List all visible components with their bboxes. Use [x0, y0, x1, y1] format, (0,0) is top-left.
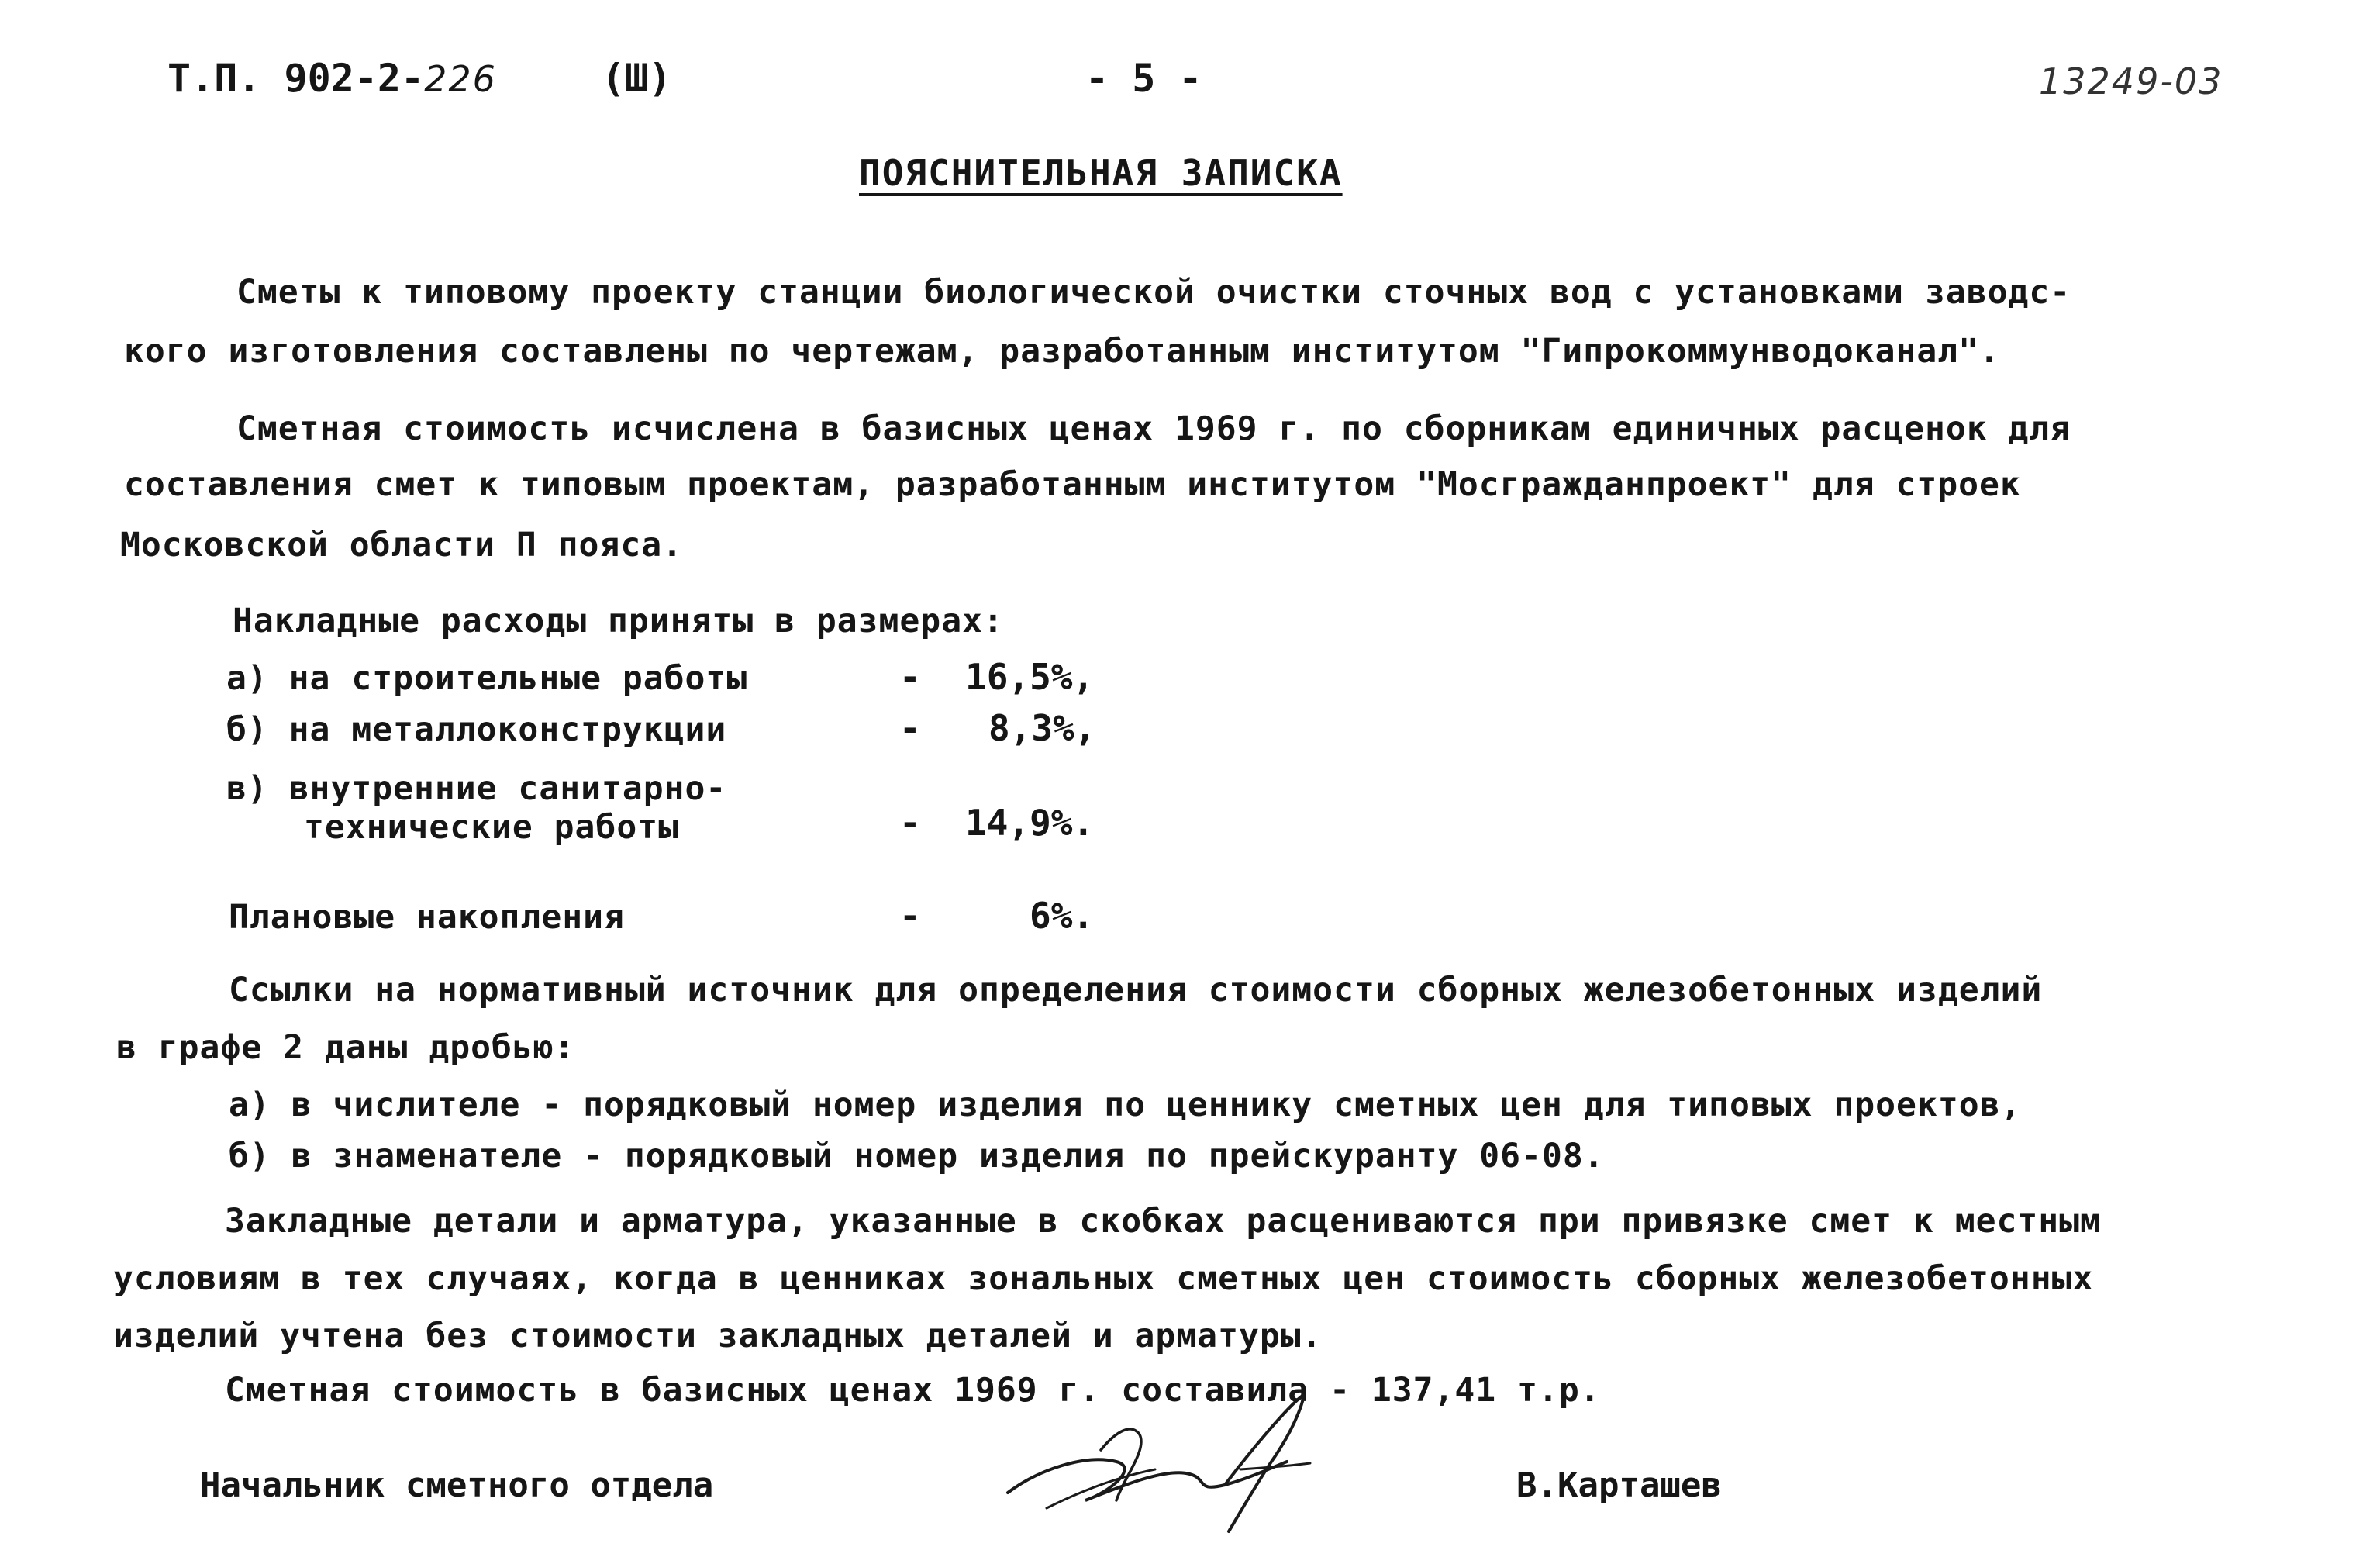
overhead-intro: Накладные расходы приняты в размерах: [233, 602, 1004, 640]
para2-line2: составления смет к типовым проектам, разработанным институтом "Мосгражданпроект" для строек [124, 465, 2021, 504]
overhead-a-dash: - [899, 656, 921, 698]
page-number: - 5 - [1085, 56, 1202, 101]
embedded-line1: Закладные детали и арматура, указанные в скобках расцениваются при привязке смет к местным [225, 1202, 2101, 1241]
document-title: ПОЯСНИТЕЛЬНАЯ ЗАПИСКА [859, 152, 1343, 194]
planned-label: Плановые накопления [229, 898, 625, 937]
planned-dash: - [899, 895, 921, 937]
refs-line1: Ссылки на нормативный источник для определения стоимости сборных железобетонных изделий [229, 971, 2043, 1010]
overhead-c-label-line1: в) внутренние санитарно- [226, 769, 727, 808]
refs-item-a: а) в числителе - порядковый номер изделия по ценнику сметных цен для типовых проектов, [229, 1086, 2022, 1124]
embedded-line3: изделий учтена без стоимости закладных деталей и арматуры. [113, 1317, 1323, 1355]
overhead-c-label-line2: технические работы [304, 808, 679, 847]
overhead-b-label: б) на металлоконструкции [226, 710, 727, 749]
handwritten-signature [992, 1376, 1333, 1547]
project-code [167, 56, 497, 101]
signature-position: Начальник сметного отдела [200, 1466, 714, 1505]
para1-line1: Сметы к типовому проекту станции биологической очистки сточных вод с установками заводс- [236, 273, 2071, 312]
para2-line3: Московской области П пояса. [120, 526, 683, 564]
volume-number: (Ш) [602, 56, 672, 101]
para1-line2: кого изготовления составлены по чертежам, разработанным институтом "Гипрокоммунводоканал". [124, 332, 2000, 371]
overhead-b-value: 8,3%, [988, 707, 1096, 749]
planned-value: 6%. [1030, 895, 1095, 937]
signature-name: В.Карташев [1516, 1466, 1722, 1505]
project-code-suffix: 226 [424, 58, 497, 100]
overhead-c-value: 14,9%. [965, 802, 1095, 844]
total-cost: Сметная стоимость в базисных ценах 1969 г. составила - 137,41 т.р. [225, 1371, 1601, 1410]
inventory-number: 13249-03 [2039, 60, 2223, 102]
project-code-prefix: Т.П. 902-2- [167, 56, 425, 101]
overhead-b-dash: - [899, 707, 921, 749]
refs-line2: в графе 2 даны дробью: [116, 1028, 575, 1067]
overhead-a-value: 16,5%, [965, 656, 1095, 698]
para2-line1: Сметная стоимость исчислена в базисных ценах 1969 г. по сборникам единичных расценок для [236, 409, 2071, 448]
overhead-c-dash: - [899, 802, 921, 844]
overhead-a-label: а) на строительные работы [226, 659, 748, 698]
refs-item-b: б) в знаменателе - порядковый номер изделия по прейскуранту 06-08. [229, 1137, 1605, 1176]
embedded-line2: условиям в тех случаях, когда в ценниках зональных сметных цен стоимость сборных железобетонных [113, 1259, 2094, 1298]
